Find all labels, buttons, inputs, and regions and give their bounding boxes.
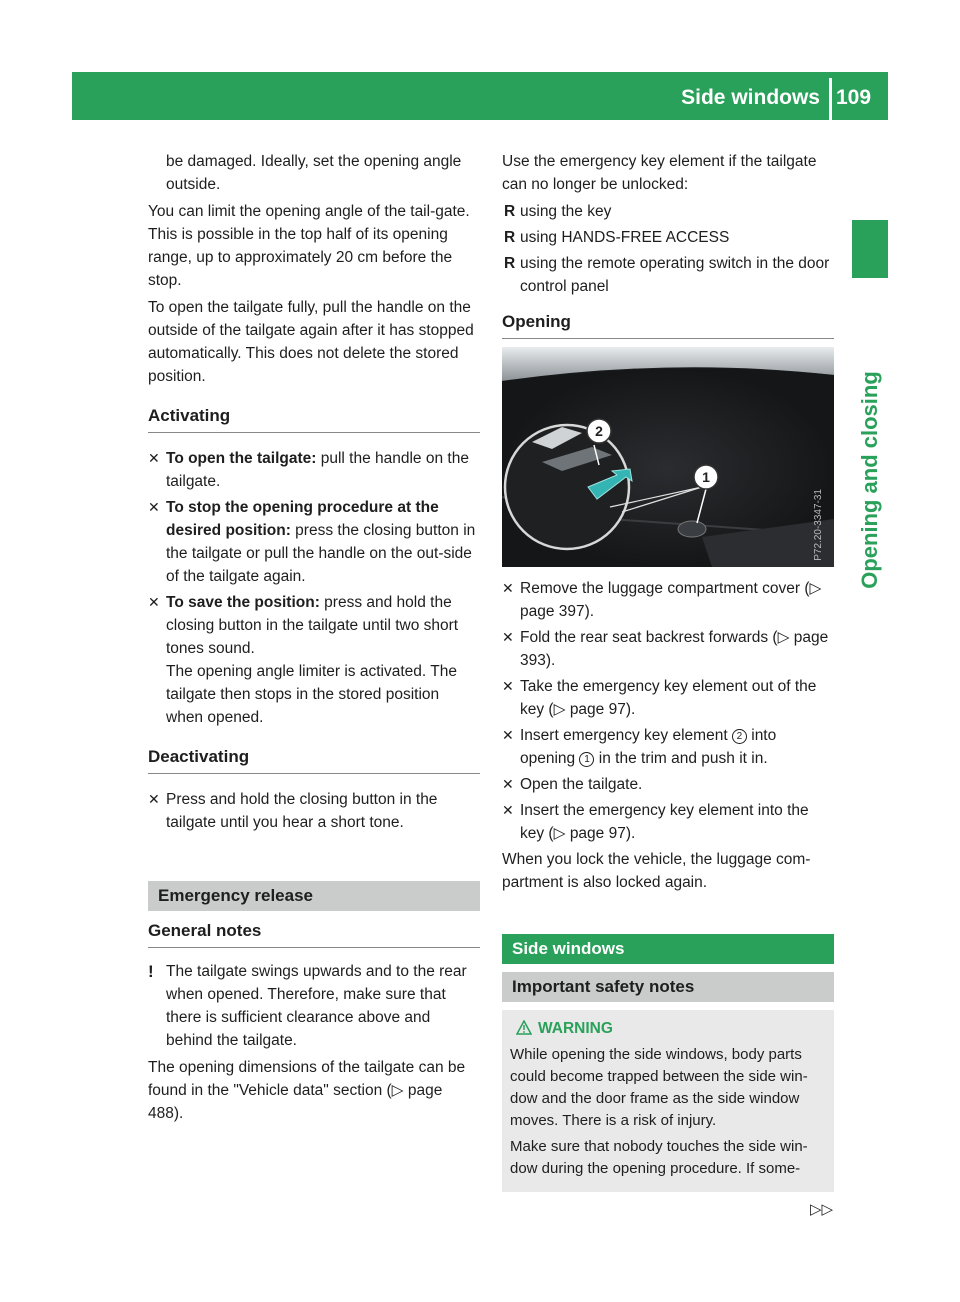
step-text: Fold the rear seat backrest forwards (▷ page 393). — [520, 629, 829, 669]
bullet-list — [502, 200, 834, 298]
figure-illustration — [502, 347, 834, 567]
paragraph: be damaged. Ideally, set the opening angle outside. — [166, 153, 462, 193]
step-item — [502, 724, 834, 770]
step-arrow-icon: ✕ — [502, 776, 514, 792]
step-arrow-icon: ✕ — [502, 629, 514, 645]
step-arrow-icon: ✕ — [148, 791, 160, 807]
step-text: Insert emergency key element — [520, 727, 732, 744]
paragraph: You can limit the opening angle of the tail-gate. This is possible in the top half of its opening range, up to approximately 20 cm before the stop. — [148, 203, 470, 289]
figure-code: P72.20-3347-31 — [813, 489, 824, 561]
step-text: Insert the emergency key element into the key (▷ page 97). — [520, 802, 809, 842]
step-item — [148, 788, 480, 834]
section-bar-emergency-release: Emergency release — [148, 881, 480, 911]
section-label: Opening and closing — [857, 371, 882, 589]
step-bold: To open the tailgate: — [166, 450, 317, 467]
paragraph: When you lock the vehicle, the luggage com-partment is also locked again. — [502, 851, 811, 891]
left-column — [148, 150, 480, 1129]
circled-number-1: 1 — [579, 752, 594, 767]
circled-number-2: 2 — [732, 729, 747, 744]
section-bar-important-safety-notes: Important safety notes — [502, 972, 834, 1002]
section-tab — [852, 220, 888, 278]
paragraph: The opening dimensions of the tailgate can be found in the "Vehicle data" section (▷ page 488). — [148, 1059, 466, 1122]
paragraph: Use the emergency key element if the tailgate can no longer be unlocked: — [502, 153, 817, 193]
step-item — [502, 675, 834, 721]
step-bold: To save the position: — [166, 594, 320, 611]
step-arrow-icon: ✕ — [502, 678, 514, 694]
step-text: press and hold the closing button in the tailgate until two short tones sound. — [166, 594, 459, 657]
step-item — [148, 496, 480, 588]
step-text: Remove the luggage compartment cover (▷ page 397). — [520, 580, 822, 620]
section-bar-side-windows: Side windows — [502, 934, 834, 964]
note-block — [148, 960, 480, 1052]
heading-deactivating: Deactivating — [148, 745, 480, 774]
step-item — [502, 773, 834, 796]
bullet-icon: R — [504, 203, 516, 220]
step-text: press the closing button in the tailgate or pull the handle on the out-side of the tailgate again. — [166, 522, 476, 585]
bullet-icon: R — [504, 229, 516, 246]
bullet-text: using the key — [520, 203, 612, 220]
header-title: Side windows — [681, 86, 820, 109]
step-text: pull the handle on the tailgate. — [166, 450, 469, 490]
paragraph: To open the tailgate fully, pull the handle on the outside of the tailgate again after it has stopped automatically. This does not delete the stored position. — [148, 299, 474, 385]
step-arrow-icon: ✕ — [148, 499, 160, 515]
bullet-item — [502, 252, 834, 298]
tailgate-emergency-release-figure — [502, 347, 834, 567]
step-item — [148, 591, 480, 729]
step-arrow-icon: ✕ — [502, 580, 514, 596]
continued-icon: ▷▷ — [810, 1201, 834, 1218]
step-result: The opening angle limiter is activated. The tailgate then stops in the stored position when opened. — [166, 663, 457, 726]
step-arrow-icon: ✕ — [148, 594, 160, 610]
bullet-text: using the remote operating switch in the door control panel — [520, 255, 830, 295]
step-text: Open the tailgate. — [520, 776, 643, 793]
warning-box — [502, 1010, 834, 1192]
bullet-item — [502, 200, 834, 223]
warning-triangle-icon — [516, 1020, 532, 1035]
right-column — [502, 150, 834, 1192]
bullet-icon: R — [504, 255, 516, 272]
bullet-text: using HANDS-FREE ACCESS — [520, 229, 730, 246]
page-number: 109 — [836, 86, 872, 109]
exclamation-icon: ! — [148, 962, 154, 981]
step-text: Take the emergency key element out of the key (▷ page 97). — [520, 678, 817, 718]
step-item — [502, 626, 834, 672]
heading-opening: Opening — [502, 310, 834, 339]
page-header — [72, 72, 888, 120]
heading-general-notes: General notes — [148, 919, 480, 948]
warning-title — [510, 1018, 826, 1040]
heading-activating: Activating — [148, 404, 480, 433]
step-text: into opening — [520, 727, 777, 767]
header-separator — [829, 78, 832, 120]
step-text: in the trim and push it in. — [594, 750, 768, 767]
warning-text: While opening the side windows, body parts could become trapped between the side win-dow and the door frame as the side window moves. There is a risk of injury. — [510, 1046, 808, 1129]
step-item — [502, 799, 834, 845]
step-bold: To stop the opening procedure at the desired position: — [166, 499, 439, 539]
step-arrow-icon: ✕ — [502, 802, 514, 818]
step-item — [148, 447, 480, 493]
step-text: Press and hold the closing button in the tailgate until you hear a short tone. — [166, 791, 438, 831]
note-text: The tailgate swings upwards and to the rear when opened. Therefore, make sure that there is sufficient clearance above and behind the tailgate. — [166, 963, 467, 1049]
step-arrow-icon: ✕ — [502, 727, 514, 743]
warning-label: WARNING — [538, 1020, 613, 1037]
step-arrow-icon: ✕ — [148, 450, 160, 466]
warning-text: Make sure that nobody touches the side win-dow during the opening procedure. If some- — [510, 1138, 808, 1177]
step-item — [502, 577, 834, 623]
bullet-item — [502, 226, 834, 249]
figure-label-1: 1 — [702, 469, 710, 485]
figure-label-2: 2 — [595, 423, 603, 439]
